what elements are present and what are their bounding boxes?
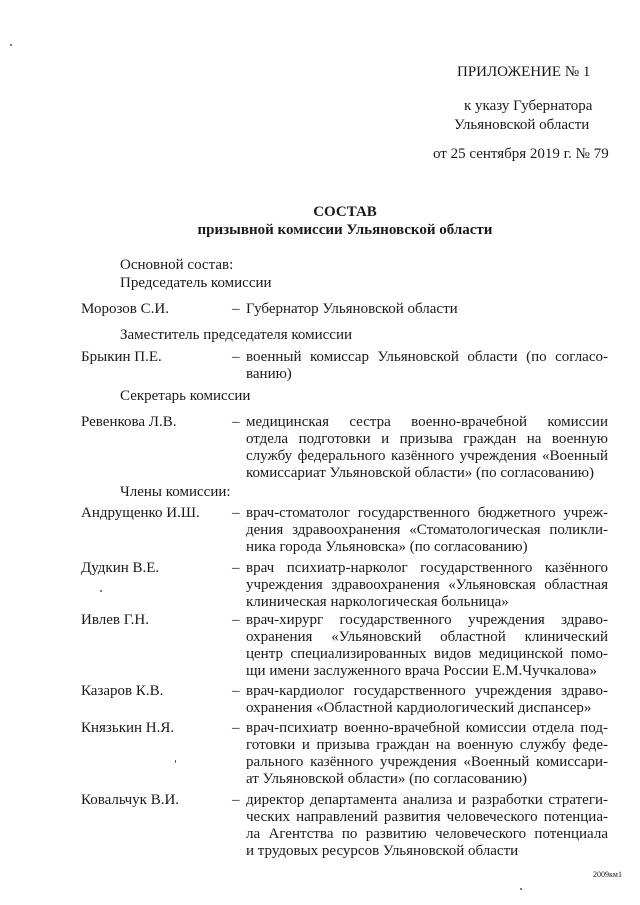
role-line: охранения «Областной кардиологический диспансер» <box>246 700 592 716</box>
dash-separator: – <box>232 683 240 699</box>
role-line: ческих направлений развития человеческого потенциа- <box>246 809 608 825</box>
document-title: СОСТАВ <box>313 204 377 220</box>
dash-separator: – <box>232 349 240 365</box>
role-line: комиссариат Ульяновской области» (по согласованию) <box>246 465 594 481</box>
member-name: Ковальчук В.И. <box>81 792 180 808</box>
role-line: щи имени заслуженного врача России Е.М.Чучкалова» <box>246 663 597 679</box>
member-name: Ивлев Г.Н. <box>81 612 150 628</box>
member-name: Князькин Н.Я. <box>81 720 175 736</box>
dash-separator: – <box>232 301 240 317</box>
role-line: врач-хирург государственного учреждения здраво- <box>246 612 608 628</box>
decree-line-2: Ульяновской области <box>454 117 590 133</box>
member-name: Дудкин В.Е. <box>81 560 160 576</box>
decree-date: от 25 сентября 2019 г. № 79 <box>433 146 609 162</box>
appendix-label: ПРИЛОЖЕНИЕ № 1 <box>457 64 591 80</box>
member-name: Морозов С.И. <box>81 301 169 317</box>
member-role <box>246 720 608 788</box>
member-role <box>246 560 608 611</box>
dash-separator: – <box>232 612 240 628</box>
member-name: Андрущенко И.Ш. <box>81 505 200 521</box>
member-name: Ревенкова Л.В. <box>81 414 177 430</box>
role-line: директор департамента анализа и разработки стратеги- <box>246 792 608 808</box>
document-code: 2009км1 <box>593 870 622 879</box>
role-line: военный комиссар Ульяновской области (по согласо- <box>246 349 608 365</box>
role-line: и трудовых ресурсов Ульяновской области <box>246 843 519 859</box>
section-secretary: Секретарь комиссии <box>120 388 251 404</box>
member-role <box>246 349 608 383</box>
role-line: врач-кардиолог государственного учреждения здраво- <box>246 683 608 699</box>
role-line: ат Ульяновской области» (по согласованию) <box>246 771 528 787</box>
section-members: Члены комиссии: <box>120 484 231 500</box>
role-line: отдела подготовки и призыва граждан на военную <box>246 431 608 447</box>
dash-separator: – <box>232 720 240 736</box>
member-name: Казаров К.В. <box>81 683 164 699</box>
role-line: ла Агентства по развитию человеческого потенциала <box>246 826 608 842</box>
role-line: клиническая наркологическая больница» <box>246 594 509 610</box>
role-line: рального казённого учреждения «Военный комиссари- <box>246 754 608 770</box>
role-line: врач-стоматолог государственного бюджетного учреж- <box>246 505 608 521</box>
member-role <box>246 301 608 318</box>
member-role <box>246 792 608 860</box>
role-line: ванию) <box>246 366 292 382</box>
member-role <box>246 414 608 482</box>
member-role <box>246 505 608 556</box>
dash-separator: – <box>232 792 240 808</box>
document-subtitle: призывной комиссии Ульяновской области <box>197 222 493 238</box>
role-line: ника города Ульяновска» (по согласованию) <box>246 539 528 555</box>
decree-line-1: к указу Губернатора <box>464 98 593 114</box>
role-line: учреждения здравоохранения «Ульяновская областная <box>246 577 608 593</box>
scan-speck <box>175 760 176 763</box>
role-line: готовки и призыва граждан на военную службу феде- <box>246 737 608 753</box>
role-line: дения здравоохранения «Стоматологическая поликли- <box>246 522 608 538</box>
role-line: врач психиатр-нарколог государственного казённого <box>246 560 608 576</box>
role-line: службу федерального казённого учреждения «Военный <box>246 448 608 464</box>
role-line: медицинская сестра военно-врачебной комиссии <box>246 414 608 430</box>
section-main: Основной состав: <box>120 257 234 273</box>
scan-speck <box>10 44 12 46</box>
section-deputy: Заместитель председателя комиссии <box>120 327 353 343</box>
scan-speck <box>520 888 522 890</box>
role-line: врач-психиатр военно-врачебной комиссии отдела под- <box>246 720 608 736</box>
role-line: центр специализированных видов медицинской помо- <box>246 646 608 662</box>
dash-separator: – <box>232 560 240 576</box>
dash-separator: – <box>232 414 240 430</box>
member-role <box>246 612 608 680</box>
role-line: Губернатор Ульяновской области <box>246 301 458 317</box>
scan-speck <box>100 590 102 592</box>
dash-separator: – <box>232 505 240 521</box>
role-line: охранения «Ульяновский областной клинический <box>246 629 608 645</box>
section-chairman: Председатель комиссии <box>120 275 272 291</box>
member-name: Брыкин П.Е. <box>81 349 162 365</box>
member-role <box>246 683 608 717</box>
